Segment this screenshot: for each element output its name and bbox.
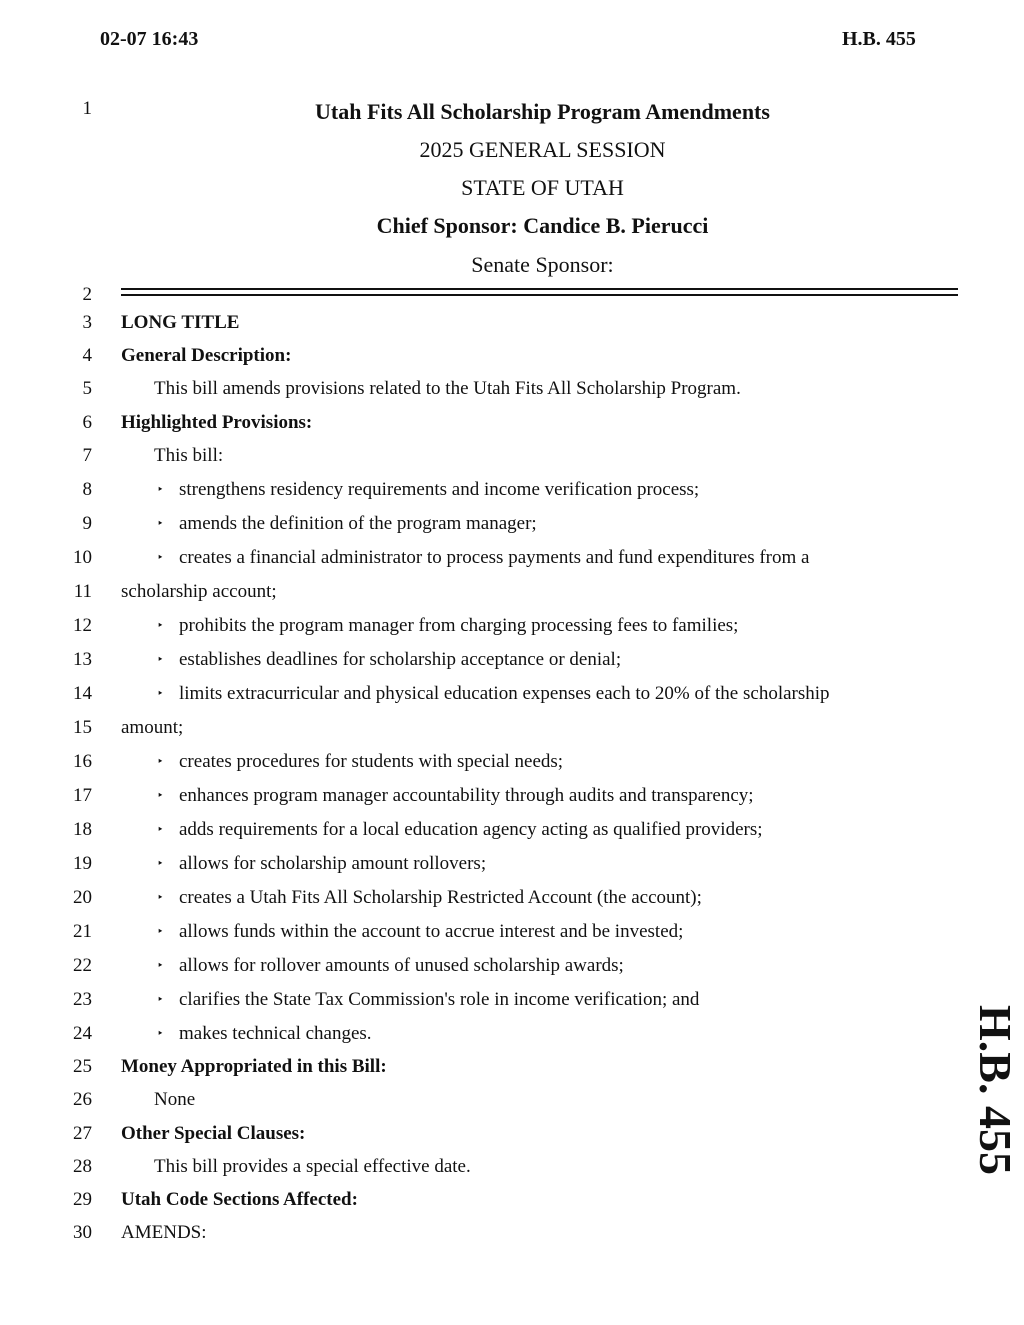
body-line: This bill provides a special effective date. — [154, 1156, 471, 1177]
bullet-icon: ‣ — [157, 1028, 164, 1040]
title-divider-top — [121, 288, 958, 290]
bullet-item: amends the definition of the program manager; — [179, 513, 537, 534]
bullet-item-continuation: scholarship account; — [121, 581, 277, 602]
bullet-icon: ‣ — [157, 994, 164, 1006]
bullet-icon: ‣ — [157, 518, 164, 530]
line-number: 2 — [82, 284, 92, 305]
line-number: 27 — [73, 1123, 92, 1144]
line-number: 11 — [73, 581, 92, 602]
section-heading-general-description: General Description: — [121, 345, 292, 366]
line-number: 5 — [82, 378, 92, 399]
bullet-icon: ‣ — [157, 892, 164, 904]
body-line: This bill amends provisions related to the Utah Fits All Scholarship Program. — [154, 378, 741, 399]
bullet-icon: ‣ — [157, 620, 164, 632]
bullet-item: clarifies the State Tax Commission's role in income verification; and — [179, 989, 700, 1010]
section-heading-long-title: LONG TITLE — [121, 312, 240, 333]
line-number: 21 — [73, 921, 92, 942]
section-heading-other-special-clauses: Other Special Clauses: — [121, 1123, 306, 1144]
bill-number-header: H.B. 455 — [842, 28, 916, 50]
bullet-icon: ‣ — [157, 552, 164, 564]
line-number: 13 — [73, 649, 92, 670]
bullet-item: allows for scholarship amount rollovers; — [179, 853, 487, 874]
bullet-item: creates procedures for students with special needs; — [179, 751, 564, 772]
line-number: 4 — [82, 345, 92, 366]
line-number: 29 — [73, 1189, 92, 1210]
line-number: 7 — [82, 445, 92, 466]
title-divider-bottom — [121, 294, 958, 296]
body-line: AMENDS: — [121, 1222, 207, 1243]
line-number: 17 — [73, 785, 92, 806]
line-number: 23 — [73, 989, 92, 1010]
body-line: This bill: — [154, 445, 224, 466]
bullet-item: strengthens residency requirements and income verification process; — [179, 479, 700, 500]
bullet-item: creates a financial administrator to process payments and fund expenditures from a — [179, 547, 810, 568]
line-number: 28 — [73, 1156, 92, 1177]
bullet-item: allows funds within the account to accrue interest and be invested; — [179, 921, 684, 942]
bullet-item: makes technical changes. — [179, 1023, 372, 1044]
bullet-item-continuation: amount; — [121, 717, 184, 738]
bullet-item: creates a Utah Fits All Scholarship Restricted Account (the account); — [179, 887, 702, 908]
section-heading-highlighted-provisions: Highlighted Provisions: — [121, 412, 313, 433]
bullet-icon: ‣ — [157, 926, 164, 938]
bullet-icon: ‣ — [157, 960, 164, 972]
line-number: 12 — [73, 615, 92, 636]
line-number: 25 — [73, 1056, 92, 1077]
bullet-icon: ‣ — [157, 654, 164, 666]
body-line: None — [154, 1089, 196, 1110]
state-label: STATE OF UTAH — [461, 175, 624, 200]
bullet-icon: ‣ — [157, 688, 164, 700]
line-number: 16 — [73, 751, 92, 772]
bullet-item: adds requirements for a local education agency acting as qualified providers; — [179, 819, 763, 840]
line-number: 30 — [73, 1222, 92, 1243]
line-number: 26 — [73, 1089, 92, 1110]
line-number: 20 — [73, 887, 92, 908]
section-heading-money-appropriated: Money Appropriated in this Bill: — [121, 1056, 387, 1077]
bullet-icon: ‣ — [157, 790, 164, 802]
bullet-item: establishes deadlines for scholarship acceptance or denial; — [179, 649, 622, 670]
line-number: 10 — [73, 547, 92, 568]
line-number: 15 — [73, 717, 92, 738]
line-number: 3 — [82, 312, 92, 333]
line-number: 14 — [73, 683, 92, 704]
line-number: 18 — [73, 819, 92, 840]
line-number: 9 — [82, 513, 92, 534]
bullet-item: limits extracurricular and physical education expenses each to 20% of the scholarship — [179, 683, 830, 704]
bullet-icon: ‣ — [157, 858, 164, 870]
chief-sponsor: Chief Sponsor: Candice B. Pierucci — [376, 213, 709, 238]
session-label: 2025 GENERAL SESSION — [419, 137, 666, 162]
bullet-icon: ‣ — [157, 484, 164, 496]
bullet-icon: ‣ — [157, 756, 164, 768]
line-number: 22 — [73, 955, 92, 976]
bullet-icon: ‣ — [157, 824, 164, 836]
document-timestamp: 02-07 16:43 — [100, 28, 199, 50]
bill-title: Utah Fits All Scholarship Program Amendments — [315, 99, 770, 124]
bullet-item: allows for rollover amounts of unused scholarship awards; — [179, 955, 624, 976]
line-number: 24 — [73, 1023, 92, 1044]
bill-number-sidebar: H.B. 455 — [970, 1005, 1021, 1175]
line-number: 1 — [82, 98, 92, 119]
line-number: 6 — [82, 412, 92, 433]
section-heading-code-sections-affected: Utah Code Sections Affected: — [121, 1189, 358, 1210]
line-number: 8 — [82, 479, 92, 500]
bullet-item: enhances program manager accountability through audits and transparency; — [179, 785, 754, 806]
bullet-item: prohibits the program manager from charging processing fees to families; — [179, 615, 739, 636]
senate-sponsor: Senate Sponsor: — [471, 252, 614, 277]
line-number: 19 — [73, 853, 92, 874]
